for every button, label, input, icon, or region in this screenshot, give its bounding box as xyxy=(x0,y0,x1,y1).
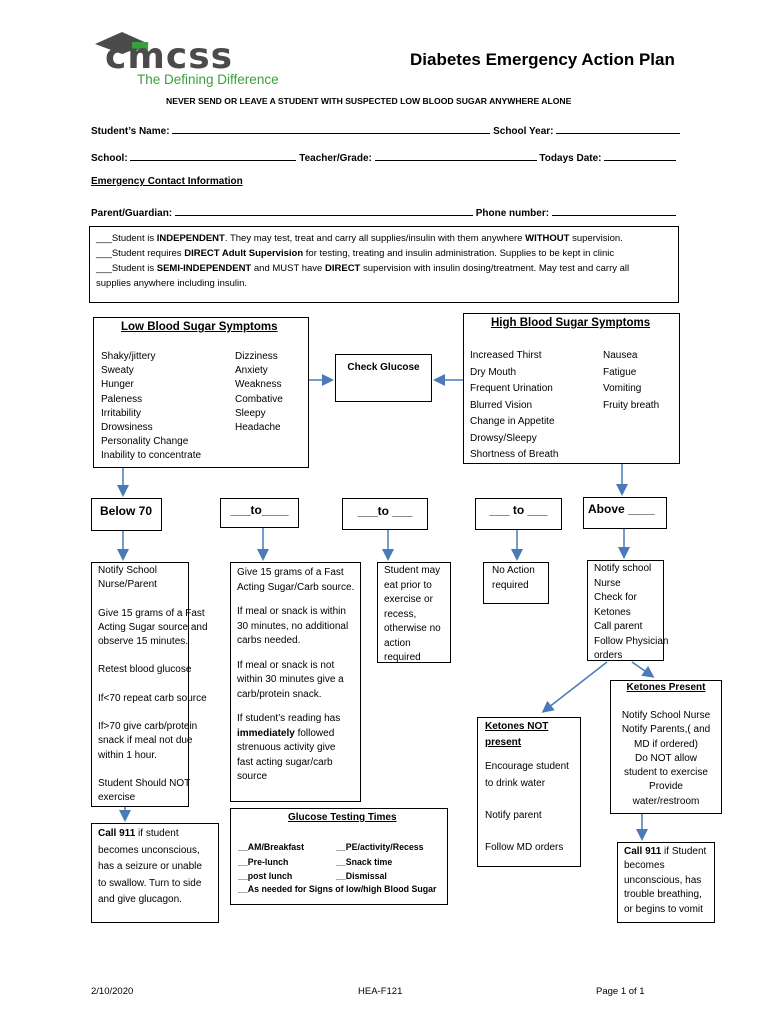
testing-time-option: __AM/Breakfast xyxy=(238,842,305,852)
emergency-contact-heading: Emergency Contact Information xyxy=(91,176,243,187)
action-line: Call parent xyxy=(594,621,643,632)
testing-time-option: __Pre-lunch xyxy=(238,856,289,867)
low-symptom-item: Personality Change xyxy=(101,436,189,448)
testing-time-option: __post lunch xyxy=(238,871,293,882)
footer-code: HEA-F121 xyxy=(358,986,403,997)
testing-time-option: __PE/activity/Recess xyxy=(336,842,424,852)
glucose-times-title: Glucose Testing Times xyxy=(288,812,397,823)
action-line: Notify school xyxy=(594,563,652,574)
high-symptoms-title: High Blood Sugar Symptoms xyxy=(491,317,651,329)
range2-action-d: If student’s reading has immediately followed strenuous activity give fast acting sugar/carb source xyxy=(237,712,354,785)
warning-text: NEVER SEND OR LEAVE A STUDENT WITH SUSPECTED LOW BLOOD SUGAR ANYWHERE ALONE xyxy=(166,96,572,106)
call911-line: becomes unconscious, xyxy=(98,844,200,856)
action-line: within 30 minutes give a xyxy=(237,674,344,685)
action-line: observe 15 minutes. xyxy=(98,636,189,648)
action-line: orders xyxy=(594,650,623,661)
call911-line: trouble breathing, xyxy=(624,889,702,901)
semi-independent-continued: supplies anywhere including insulin. xyxy=(96,278,248,289)
high-symptom-item: Nausea xyxy=(603,350,638,361)
call911-line: has a seizure or unable xyxy=(98,861,202,872)
action-line: Student may xyxy=(384,565,441,576)
arrow-to-ketones-present xyxy=(632,662,652,676)
ketones-line: Notify Parents,( and xyxy=(621,724,711,736)
high-symptom-item: Change in Appetite xyxy=(470,416,555,427)
action-line: fast acting sugar/carb xyxy=(237,756,333,768)
phone-number-label: Phone number: xyxy=(475,208,550,219)
logo-text: cmcss xyxy=(105,36,234,77)
action-line: Notify School xyxy=(98,565,157,576)
action-line: carbs needed. xyxy=(237,635,301,646)
high-symptom-item: Frequent Urination xyxy=(470,383,553,394)
footer-date: 2/10/2020 xyxy=(91,986,134,997)
low-symptom-item: Hunger xyxy=(101,379,134,391)
testing-time-option: __Snack time xyxy=(336,856,393,867)
ketones-present-title: Ketones Present xyxy=(626,682,706,693)
ketones-line: Provide xyxy=(649,781,683,793)
action-line: Nurse xyxy=(594,577,621,589)
call911-high-box: Call 911 if Student becomes unconscious, has trouble breathing, or begins to vomit xyxy=(617,842,715,923)
ketones-line: student to exercise xyxy=(624,767,708,779)
page-title: Diabetes Emergency Action Plan xyxy=(410,50,675,69)
action-line: source xyxy=(237,771,268,782)
action-line: Ketones xyxy=(594,606,631,618)
parent-guardian-label: Parent/Guardian: xyxy=(91,208,173,219)
high-symptom-item: Blurred Vision xyxy=(470,399,533,411)
ketones-not-box: Ketones NOT present Encourage student to drink water Notify parent Follow MD orders xyxy=(477,717,581,867)
action-line: action xyxy=(384,637,411,649)
low-symptom-item: Shaky/jittery xyxy=(101,351,156,362)
ketones-line: water/restroom xyxy=(632,795,700,807)
action-line: Follow Physician xyxy=(594,635,669,647)
school-year-label: School Year: xyxy=(493,126,554,137)
low-symptom-item: Paleness xyxy=(101,393,143,405)
action-line: required xyxy=(492,579,529,591)
low-symptom-item: Irritability xyxy=(101,407,142,419)
action-line: Check for xyxy=(594,592,637,603)
school-label: School: xyxy=(91,153,128,164)
ketones-line: Notify parent xyxy=(485,810,542,822)
action-line: Nurse/Parent xyxy=(98,579,157,591)
low-symptom-item: Dizziness xyxy=(235,351,278,362)
high-symptom-item: Shortness of Breath xyxy=(470,449,559,460)
ketones-line: Follow MD orders xyxy=(485,842,564,854)
high-symptom-item: Drowsy/Sleepy xyxy=(470,432,537,444)
high-symptom-item: Vomiting xyxy=(603,383,642,394)
high-symptom-item: Fruity breath xyxy=(603,399,660,411)
logo-tagline: The Defining Difference xyxy=(137,72,279,87)
range-4[interactable]: ___ to ___ xyxy=(475,498,562,530)
action-line: exercise xyxy=(98,792,136,804)
action-line: If<70 repeat carb source xyxy=(98,692,207,704)
independent-option[interactable]: ___Student is INDEPENDENT. They may test, treat and carry all supplies/insulin with them anywhere WITHOUT supervision. xyxy=(96,233,623,244)
call911-low-box: Call 911 if student becomes unconscious, has a seizure or unable to swallow. Turn to side and give glucagon. xyxy=(91,823,219,923)
action-line: Student Should NOT xyxy=(98,778,191,790)
glucose-times-as-needed[interactable]: __As needed for Signs of low/high Blood Sugar xyxy=(238,884,437,894)
action-line: within 1 hour. xyxy=(98,749,157,761)
call911-line: to swallow. Turn to side xyxy=(98,877,202,889)
action-line: Give 15 grams of a Fast xyxy=(98,607,205,619)
low-symptom-item: Weakness xyxy=(235,379,282,391)
high-symptom-item: Fatigue xyxy=(603,366,637,378)
action-line: If>70 give carb/protein xyxy=(98,721,198,733)
low-symptom-item: Inability to concentrate xyxy=(101,450,202,462)
ketones-line: MD if ordered) xyxy=(634,738,698,750)
action-line: recess, xyxy=(384,608,417,620)
call911-line: unconscious, has xyxy=(624,874,702,886)
ketones-line: to drink water xyxy=(485,777,546,789)
action-line: carb/protein snack. xyxy=(237,688,322,700)
direct-supervision-option[interactable]: ___Student requires DIRECT Adult Supervision for testing, treating and insulin administration. Supplies to be kept in clinic xyxy=(96,248,615,259)
ketones-not-title: Ketones NOT xyxy=(485,721,549,732)
action-line: 30 minutes, no additional xyxy=(237,620,349,632)
low-symptom-item: Anxiety xyxy=(235,365,268,377)
action-line: If meal or snack is within xyxy=(237,606,346,617)
call911-line: and give glucagon. xyxy=(98,894,182,905)
todays-date-label: Todays Date: xyxy=(539,153,602,164)
ketones-line: Encourage student xyxy=(485,761,569,773)
testing-time-option: __Dismissal xyxy=(336,871,387,882)
ketones-line: Do NOT allow xyxy=(634,752,698,764)
student-name-label: Student’s Name: xyxy=(91,126,170,137)
footer-page: Page 1 of 1 xyxy=(596,986,645,997)
action-line: strenuous activity give xyxy=(237,742,336,753)
range-3[interactable]: ___to ___ xyxy=(342,498,428,530)
action-line: required xyxy=(384,652,421,663)
action-line: No Action xyxy=(492,565,535,576)
action-line: snack if meal not due xyxy=(98,735,193,747)
range-below70: Below 70 xyxy=(91,498,162,531)
call911-line: becomes xyxy=(624,860,665,872)
action-line: exercise or xyxy=(384,594,433,605)
high-symptom-item: Increased Thirst xyxy=(470,350,542,361)
high-symptom-item: Dry Mouth xyxy=(470,366,517,378)
action-line: Give 15 grams of a Fast xyxy=(237,567,344,578)
call911-high-bold: Call 911 xyxy=(624,846,662,857)
check-glucose-label: Check Glucose xyxy=(347,362,420,373)
action-line: eat prior to xyxy=(384,579,432,591)
low-symptom-item: Sweaty xyxy=(101,365,134,377)
teacher-grade-label: Teacher/Grade: xyxy=(299,153,372,164)
call911-low-bold: Call 911 xyxy=(98,828,136,839)
call911-line: or begins to vomit xyxy=(624,903,703,915)
action-line: Retest blood glucose xyxy=(98,664,192,676)
range-above[interactable]: Above ____ xyxy=(583,497,667,529)
low-symptom-item: Drowsiness xyxy=(101,422,153,434)
range-2[interactable]: ___to____ xyxy=(220,498,299,528)
arrow-to-ketones-not xyxy=(544,662,607,711)
action-line: Acting Sugar source and xyxy=(98,621,208,633)
low-symptom-item: Combative xyxy=(235,393,283,405)
action-line: otherwise no xyxy=(384,623,441,634)
semi-independent-option[interactable]: ___Student is SEMI-INDEPENDENT and MUST have DIRECT supervision with insulin dosing/treatment. May test and carry all xyxy=(96,263,630,274)
low-symptom-item: Headache xyxy=(235,422,281,434)
low-symptoms-title: Low Blood Sugar Symptoms xyxy=(121,321,278,333)
low-symptom-item: Sleepy xyxy=(235,407,266,419)
action-line: If meal or snack is not xyxy=(237,659,335,671)
action-line: Acting Sugar/Carb source. xyxy=(237,581,355,593)
ketones-line: Notify School Nurse xyxy=(621,710,711,721)
